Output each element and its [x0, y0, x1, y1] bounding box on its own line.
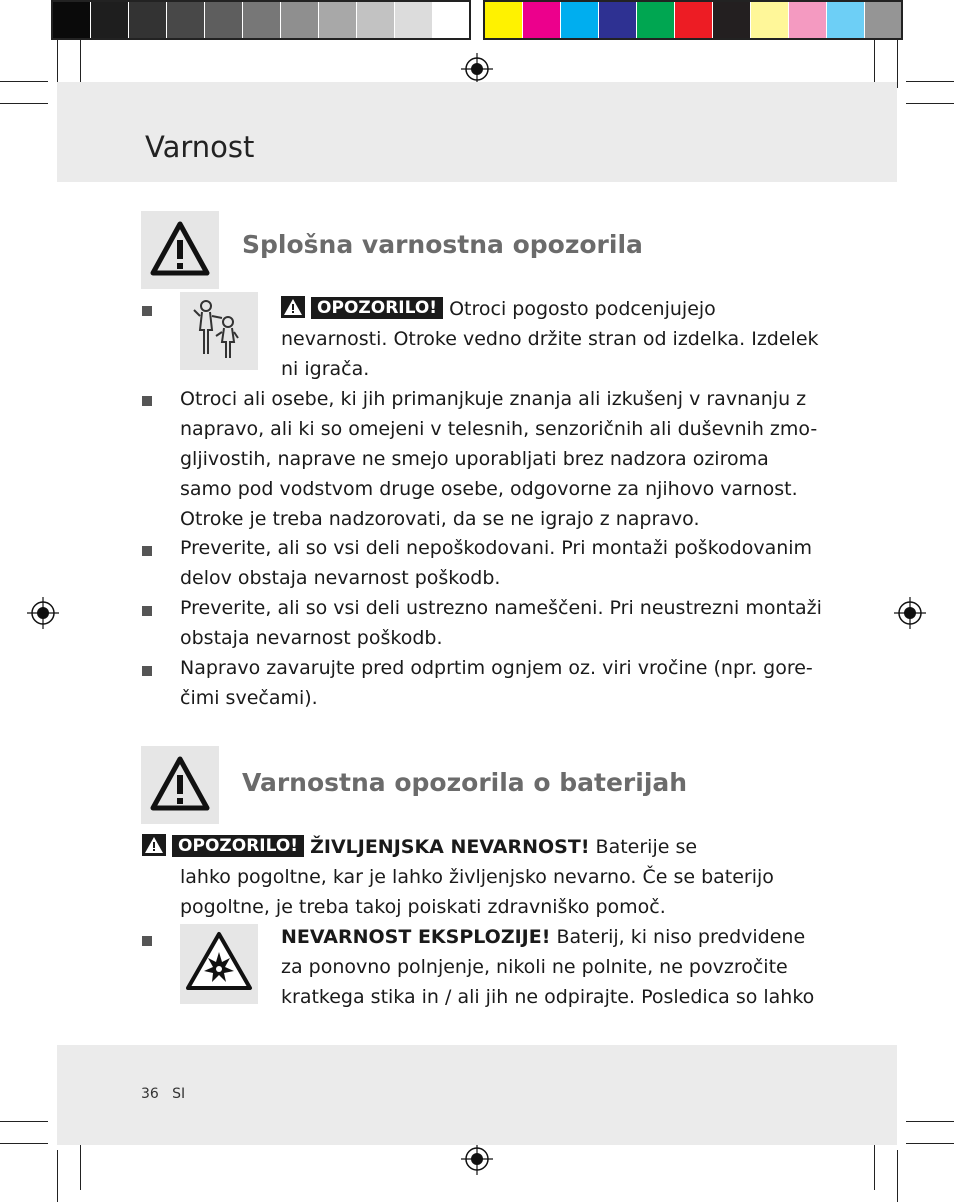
crop-mark — [897, 40, 898, 88]
bullet — [142, 666, 152, 676]
crop-mark — [0, 81, 48, 82]
text-line: delov obstaja nevarnost poškodb. — [180, 567, 501, 589]
bullet — [142, 396, 152, 406]
warning-triangle-icon — [281, 296, 305, 318]
list-item — [180, 653, 813, 713]
text-line: kratkega stika in / ali jih ne odpirajte. Posledica so lahko — [281, 986, 815, 1008]
crop-mark — [57, 40, 58, 88]
warning-triangle-icon — [141, 211, 219, 289]
children-safety-icon — [180, 292, 258, 370]
crop-mark — [906, 81, 954, 82]
crop-mark — [57, 1150, 58, 1202]
crop-mark — [80, 40, 81, 88]
text-line: Preverite, ali so vsi deli nepoškodovani. Pri montaži poškodovanim — [180, 537, 813, 559]
children-safety-box — [180, 292, 258, 370]
bullet — [142, 306, 152, 316]
text-line: lahko pogoltne, kar je lahko življenjsko nevarno. Če se baterijo — [180, 866, 774, 888]
explosion-warning — [281, 922, 814, 1012]
registration-mark-icon — [461, 1143, 493, 1175]
registration-mark-icon — [27, 597, 59, 629]
text-line: Otroci pogosto podcenjujejo — [449, 298, 716, 320]
grayscale-color-bar — [51, 0, 471, 40]
text-line: nevarnosti. Otroke vedno držite stran od izdelka. Izdelek — [281, 328, 819, 350]
bullet — [142, 936, 152, 946]
list-item — [180, 384, 817, 534]
explosion-box — [180, 924, 258, 1004]
text-line: gljivostih, naprave ne smejo uporabljati brez nadzora oziroma — [180, 448, 769, 470]
crop-mark — [0, 1143, 48, 1144]
text-line: Otroke je treba nadzorovati, da se ne igrajo z napravo. — [180, 508, 700, 530]
bold-warning: NEVARNOST EKSPLOZIJE! — [281, 926, 551, 948]
text-line: Baterije se — [595, 836, 698, 858]
warning-label: OPOZORILO! — [311, 297, 443, 319]
crop-mark — [906, 1143, 954, 1144]
text-line: samo pod vodstvom druge osebe, odgovorne za njihovo varnost. — [180, 478, 798, 500]
battery-warning — [142, 832, 774, 922]
crop-mark — [874, 40, 875, 88]
bullet — [142, 546, 152, 556]
crop-mark — [897, 1150, 898, 1202]
registration-mark-icon — [894, 597, 926, 629]
cmyk-color-bar — [483, 0, 903, 40]
text-line: čimi svečami). — [180, 687, 318, 709]
section-heading: Splošna varnostna opozorila — [242, 230, 643, 259]
registration-mark-icon — [461, 53, 493, 85]
page-title: Varnost — [145, 130, 255, 164]
text-line: ni igrača. — [281, 358, 370, 380]
section-warning-box — [141, 746, 219, 824]
crop-mark — [0, 1121, 48, 1122]
text-line: obstaja nevarnost poškodb. — [180, 627, 443, 649]
warning-triangle-icon — [142, 834, 166, 856]
list-item — [180, 593, 822, 653]
text-line: napravo, ali ki so omejeni v telesnih, senzoričnih ali duševnih zmo- — [180, 418, 818, 440]
text-line: Otroci ali osebe, ki jih primanjkuje znanja ali izkušenj v ravnanju z — [180, 388, 807, 410]
crop-mark — [906, 103, 954, 104]
text-line: Baterij, ki niso predvidene — [556, 926, 806, 948]
page-number: 36 SI — [141, 1086, 186, 1102]
crop-mark — [906, 1121, 954, 1122]
crop-mark — [0, 103, 48, 104]
warning-item-children — [281, 294, 819, 384]
crop-mark — [874, 1138, 875, 1190]
text-line: Preverite, ali so vsi deli ustrezno nameščeni. Pri neustrezni montaži — [180, 597, 822, 619]
section-warning-box — [141, 211, 219, 289]
section-heading: Varnostna opozorila o baterijah — [242, 768, 688, 797]
text-line: Napravo zavarujte pred odprtim ognjem oz. viri vročine (npr. gore- — [180, 657, 813, 679]
warning-triangle-icon — [141, 746, 219, 824]
bold-warning: ŽIVLJENJSKA NEVARNOST! — [310, 836, 590, 858]
list-item — [180, 533, 812, 593]
bullet — [142, 606, 152, 616]
crop-mark — [80, 1138, 81, 1190]
text-line: za ponovno polnjenje, nikoli ne polnite, ne povzročite — [281, 956, 788, 978]
explosion-icon — [180, 924, 258, 1004]
text-line: pogoltne, je treba takoj poiskati zdravniško pomoč. — [180, 896, 666, 918]
warning-label: OPOZORILO! — [172, 835, 304, 857]
